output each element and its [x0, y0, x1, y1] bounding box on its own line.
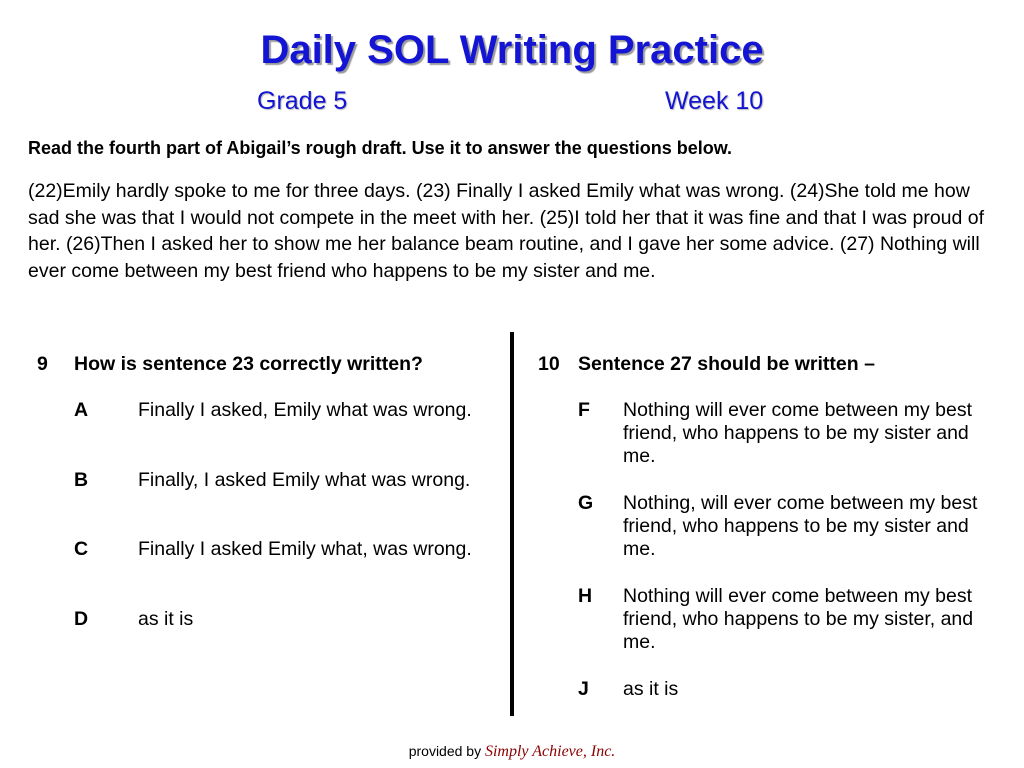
option-letter: J [578, 678, 589, 700]
option-letter: H [578, 585, 593, 607]
week-label: Week 10 [665, 87, 764, 115]
question-number: 10 [538, 353, 560, 375]
footer-brand: Simply Achieve, Inc. [484, 743, 616, 760]
rough-draft-passage: (22)Emily hardly spoke to me for three days. (23) Finally I asked Emily what was wrong. (24)She told me how sad she was that I would not compete in the meet with her. (25)I told her that it was fine and that I was proud of her. (26)Then I asked her to show me her balance beam routine, and I gave her some advice. (27) Nothing will ever come between my best friend who happens to be my sister and me. [28, 180, 985, 282]
instructions: Read the fourth part of Abigail’s rough draft. Use it to answer the questions below. [28, 138, 733, 158]
page-title: Daily SOL Writing Practice [260, 28, 764, 72]
option-letter: A [74, 399, 89, 421]
option-text: Nothing will ever come between my best friend, who happens to be my sister, and me. [623, 585, 974, 653]
option-text: Nothing, will ever come between my best friend, who happens to be my sister and me. [623, 492, 978, 560]
footer-prefix: provided by [408, 743, 482, 759]
question-number: 9 [37, 353, 48, 375]
option-text: Nothing will ever come between my best friend, who happens to be my sister and me. [623, 399, 972, 467]
grade-label: Grade 5 [257, 87, 348, 115]
option-letter: B [74, 469, 89, 491]
option-text: Finally I asked, Emily what was wrong. [138, 399, 472, 421]
column-divider [510, 332, 514, 716]
question-prompt: Sentence 27 should be written – [578, 353, 875, 375]
option-text: Finally I asked Emily what, was wrong. [138, 538, 472, 560]
option-letter: G [578, 492, 594, 514]
option-letter: D [74, 608, 89, 630]
footer-credit [0, 740, 1024, 763]
option-letter: C [74, 538, 89, 560]
option-text: as it is [623, 678, 679, 700]
option-text: as it is [138, 608, 194, 630]
option-letter: F [578, 399, 590, 421]
question-prompt: How is sentence 23 correctly written? [74, 353, 423, 375]
option-text: Finally, I asked Emily what was wrong. [138, 469, 471, 491]
